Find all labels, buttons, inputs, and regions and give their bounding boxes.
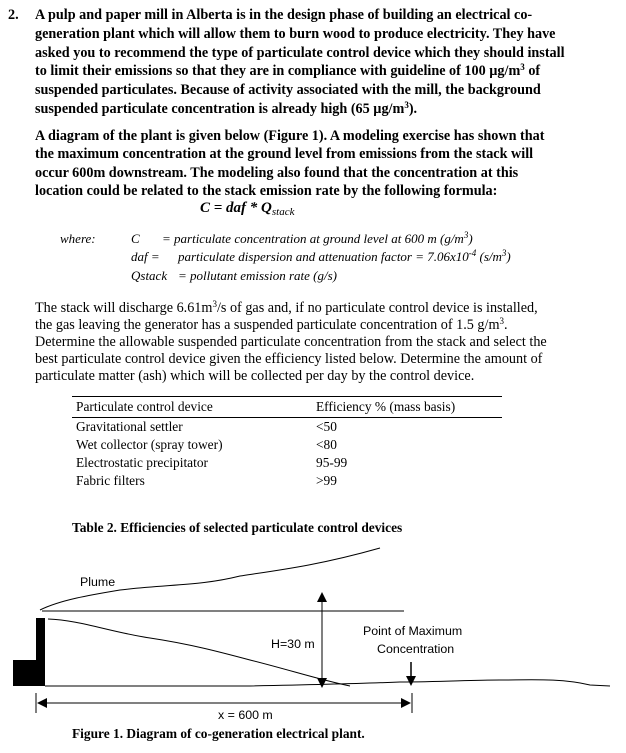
superscript: 3	[499, 316, 504, 326]
table-cell: Wet collector (spray tower)	[76, 437, 223, 452]
table-row	[72, 472, 502, 490]
plant-building	[13, 660, 36, 686]
figure-caption: Figure 1. Diagram of co-generation electrical plant.	[72, 726, 365, 741]
intro-line: suspended particulates. Because of activity associated with the mill, the background	[35, 82, 541, 99]
para-line: A diagram of the plant is given below (Figure 1). A modeling exercise has shown that	[35, 128, 545, 144]
where-symbol: Qstack	[131, 268, 168, 283]
table-header-row	[72, 397, 502, 418]
superscript: 3	[501, 248, 507, 258]
where-label: where:	[60, 231, 96, 246]
table-cell: Gravitational settler	[76, 419, 183, 434]
formula	[200, 200, 295, 218]
height-label: H=30 m	[271, 637, 315, 651]
table-row	[72, 418, 502, 437]
table-row	[72, 436, 502, 454]
plume-lower-boundary	[48, 619, 350, 686]
intro-line	[35, 62, 620, 81]
where-symbol: daf =	[131, 249, 160, 264]
intro-line: A pulp and paper mill in Alberta is in the design phase of building an electrical co-	[35, 7, 533, 23]
intro-line-tail: ).	[408, 100, 418, 117]
intro-line: generation plant which will allow them to burn wood to produce electricity. They have	[35, 25, 556, 42]
formula-subscript: stack	[271, 206, 295, 218]
formula-main: C = daf * Q	[200, 200, 272, 216]
para-line: occur 600m downstream. The modeling also found that the concentration at this	[35, 164, 519, 181]
table-cell: 95-99	[316, 455, 348, 470]
table-caption: Table 2. Efficiencies of selected particulate control devices	[72, 520, 403, 535]
max-point-arrowhead	[406, 676, 416, 686]
task-line	[35, 300, 620, 317]
task-tail: .	[503, 317, 508, 333]
task-line: particulate matter (ash) which will be collected per day by the control device.	[35, 368, 475, 384]
table-cell: <80	[316, 437, 337, 452]
para-line: the maximum concentration at the ground level from emissions from the stack will	[35, 146, 534, 163]
height-arrowhead-down	[317, 678, 327, 688]
intro-line-text: suspended particulate concentration is already high (65 µg/m	[35, 100, 405, 117]
distance-arrowhead-left	[37, 698, 47, 708]
table-row	[72, 454, 502, 472]
table-cell: Electrostatic precipitator	[76, 455, 208, 470]
task-text: the gas leaving the generator has a suspended particulate concentration of 1.5 g/m	[35, 317, 500, 333]
plume-label: Plume	[80, 575, 116, 589]
height-arrowhead-up	[317, 592, 327, 602]
where-definition	[178, 249, 511, 265]
intro-line-tail: of	[524, 63, 541, 80]
task-line: best particulate control device given the efficiency listed below. Determine the amount of	[35, 351, 543, 367]
superscript: -4	[468, 248, 477, 258]
column-header-device: Particulate control device	[72, 397, 312, 418]
task-line	[35, 317, 620, 334]
table-cell: >99	[316, 473, 337, 488]
stack	[36, 618, 45, 686]
table-cell: <50	[316, 419, 337, 434]
task-line: Determine the allowable suspended particulate concentration from the stack and select the	[35, 334, 547, 350]
where-definition: = pollutant emission rate (g/s)	[178, 268, 337, 283]
def-text: = particulate concentration at ground level at 600 m (g/m	[162, 231, 464, 246]
max-concentration-label-line2: Concentration	[377, 642, 455, 656]
distance-arrowhead-right	[401, 698, 411, 708]
def-tail: )	[468, 231, 473, 246]
def-text: particulate dispersion and attenuation factor = 7.06x10	[178, 249, 469, 264]
task-tail: /s of gas and, if no particulate control device is installed,	[216, 300, 538, 316]
intro-line: asked you to recommend the type of particulate control device which they should install	[35, 44, 565, 61]
superscript: 3	[404, 99, 409, 110]
task-text: The stack will discharge 6.61m	[35, 300, 213, 316]
para-line: location could be related to the stack emission rate by the following formula:	[35, 183, 498, 200]
plant-diagram	[0, 540, 626, 725]
problem-number: 2.	[8, 7, 19, 23]
intro-line	[35, 100, 620, 119]
superscript: 3	[463, 230, 469, 240]
task-paragraph	[35, 300, 620, 385]
where-definition	[162, 231, 473, 247]
efficiency-table	[72, 396, 502, 490]
intro-line-text: to limit their emissions so that they are in compliance with guideline of 100 µg/m	[35, 63, 521, 80]
superscript: 3	[520, 62, 525, 73]
distance-label: x = 600 m	[218, 708, 273, 722]
def-tail: (s/m	[476, 249, 502, 264]
superscript: 3	[212, 299, 217, 309]
where-symbol: C	[131, 231, 140, 246]
table-cell: Fabric filters	[76, 473, 145, 488]
column-header-efficiency: Efficiency % (mass basis)	[312, 397, 502, 418]
max-concentration-label-line1: Point of Maximum	[363, 624, 463, 638]
def-tail: )	[506, 249, 511, 264]
diagram-paragraph	[35, 127, 620, 201]
